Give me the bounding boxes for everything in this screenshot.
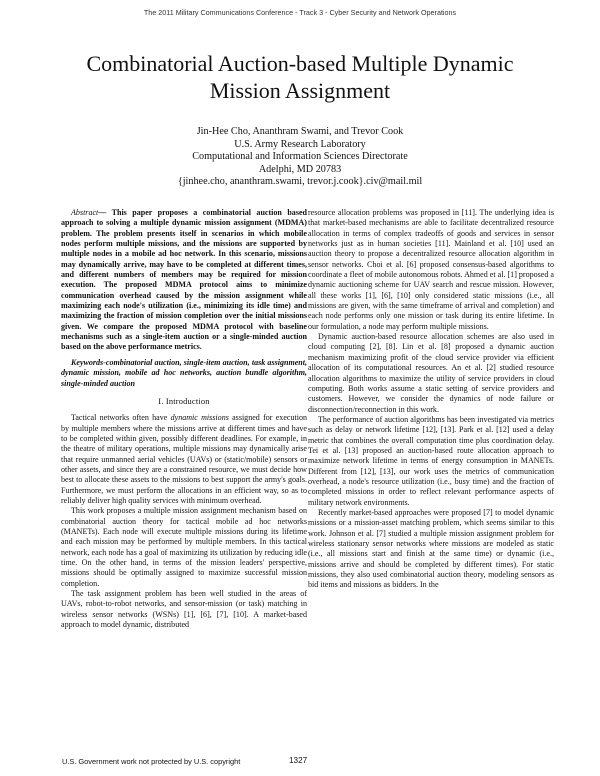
- left-column: [61, 208, 307, 630]
- body-paragraph-1: resource allocation problems was proposed in [11]. The underlying idea is that market-based mechanisms are able to facilitate decentralized resource allocation in terms of complex tradeoffs of goods and services in sensor networks just as in human societies [11]. Mainland et al. [10] used an auction theory to propose a decentralized resource allocation algorithm in sensor networks. Choi et al. [6] proposed consensus-based algorithms to coordinate a fleet of mobile autonomous robots. Ahmed et al. [1] proposed a dynamic auctioning scheme for UAV search and rescue mission. However, all these works [1], [6], [10] only considered static missions (i.e., all missions are given, with the same timeframe of arrival and completion) and each node performs only one mission or task during its entire lifetime. In our formulation, a node may perform multiple missions.: [308, 208, 554, 331]
- author-city: Adelphi, MD 20783: [258, 163, 342, 175]
- section-heading-introduction: I. Introduction: [158, 396, 210, 406]
- intro-paragraph-1: [61, 413, 307, 506]
- author-block: [100, 126, 500, 189]
- intro-p1-emphasis: dynamic missions: [170, 413, 229, 423]
- author-organization: U.S. Army Research Laboratory: [234, 138, 366, 150]
- keywords-label: Keywords: [71, 357, 104, 367]
- body-paragraph-3: The performance of auction algorithms has been investigated via metrics such as delay or network lifetime [12], [13]. Park et al. [12] used a delay metric that combines the overall computation time plus coordination delay. Tei et al. [13] proposed an auction-based route allocation approach to maximize network lifetime in terms of energy consumption in MANETs. Different from [12], [13], our work uses the metrics of communication overhead, a node's resource utilization (i.e., busy time) and the fraction of completed missions in order to reflect relevant performance aspects of military network environments.: [308, 414, 554, 507]
- intro-p1-rest: assigned for execution by multiple members where the missions arrive at different times and have to be completed within given, possibly different deadlines. For example, in the theatre of military operations, multiple missions may dynamically arise that require unmanned aerial vehicles (UAVs) or (static/mobile) sensors or other assets, and since they are a constrained resource, we must decide how best to allocate these assets to the missions to best support the army's goals. Furthermore, we must perform the allocations in an efficient way, so as to reliably deliver high quality services with minimum overhead.: [61, 413, 308, 505]
- running-header: The 2011 Military Communications Conference - Track 3 - Cyber Security and Network Operations: [143, 8, 457, 17]
- keywords-text: -combinatorial auction, single-item auction, task assignment, dynamic mission, mobile ad hoc networks, auction bundle algorithm, single-minded auction: [61, 357, 307, 388]
- body-paragraph-4: Recently market-based approaches were proposed [7] to model dynamic missions or a mission-asset matching problem, which seems similar to this work. Johnson et al. [7] studied a multiple mission assignment problem for wireless stationary sensor networks where missions are modeled as static (i.e., all missions start and finish at the same time) or dynamic (i.e., missions arrive and should be completed by different times). For static missions, they also used combinatorial auction theory, modeling sensors as bid items and missions as bidders. In the: [308, 507, 554, 590]
- body-paragraph-2: Dynamic auction-based resource allocation schemes are also used in cloud computing [2], [8]. Lin et al. [8] proposed a dynamic auction mechanism maximizing profit of the cloud service provider via efficient allocation of its computational resources. An et al. [2] studied resource allocation algorithms to maximize the utility of service providers in cloud computing. Both works assume a static setting of service providers and customers. However, we consider the dynamics of node failure or disconnection/reconnection in this work.: [308, 332, 554, 414]
- author-emails: {jinhee.cho, ananthram.swami, trevor.j.cook}.civ@mail.mil: [177, 176, 423, 187]
- page-number: 1327: [289, 756, 308, 765]
- paper-title: [40, 50, 560, 104]
- abstract-text: — This paper proposes a combinatorial auction based approach to solving a multiple dynamic mission assignment (MDMA) problem. The problem presents itself in scenarios in which mobile nodes perform multiple missions, and the missions are supported by multiple nodes in a mobile ad hoc network. In this scenario, missions may dynamically arrive, may have to be completed at different times, and different numbers of members may be required for mission execution. The proposed MDMA protocol aims to minimize communication overhead caused by the mission assignment while maximizing each node's utilization (i.e., minimizing its idle time) and maximizing the fraction of mission completion over the initial missions given. We compare the proposed MDMA protocol with baseline mechanisms such as a single-item auction or a single-minded auction based on the above performance metrics.: [61, 208, 307, 352]
- keywords: [61, 358, 307, 389]
- title-line-1: Combinatorial Auction-based Multiple Dynamic: [86, 51, 514, 76]
- right-column: [308, 208, 554, 591]
- abstract: [61, 208, 307, 353]
- abstract-label: Abstract: [71, 208, 99, 217]
- intro-paragraph-3: The task assignment problem has been well studied in the areas of UAVs, robot-to-robot networks, and sensor-mission (or task) matching in wireless sensor networks (WSNs) [1], [6], [7], [10]. A market-based approach to model dynamic, distributed: [61, 589, 307, 630]
- intro-paragraph-2: This work proposes a multiple mission assignment mechanism based on combinatorial auction theory for tactical mobile ad hoc networks (MANETs). Each node will execute multiple missions during its lifetime and each mission may be performed by multiple members. In this tactical network, each node has a goal of maximizing its utilization by reducing idle time. On the other hand, in terms of the mission leaders' perspective, missions should be optimally assigned to maximize successful mission completion.: [61, 506, 307, 588]
- author-directorate: Computational and Information Sciences Directorate: [192, 151, 408, 162]
- intro-p1-start: Tactical networks often have: [71, 413, 171, 423]
- copyright-notice: U.S. Government work not protected by U.S. copyright: [62, 757, 241, 766]
- title-line-2: Mission Assignment: [209, 78, 391, 103]
- author-names: Jin-Hee Cho, Ananthram Swami, and Trevor Cook: [196, 126, 404, 137]
